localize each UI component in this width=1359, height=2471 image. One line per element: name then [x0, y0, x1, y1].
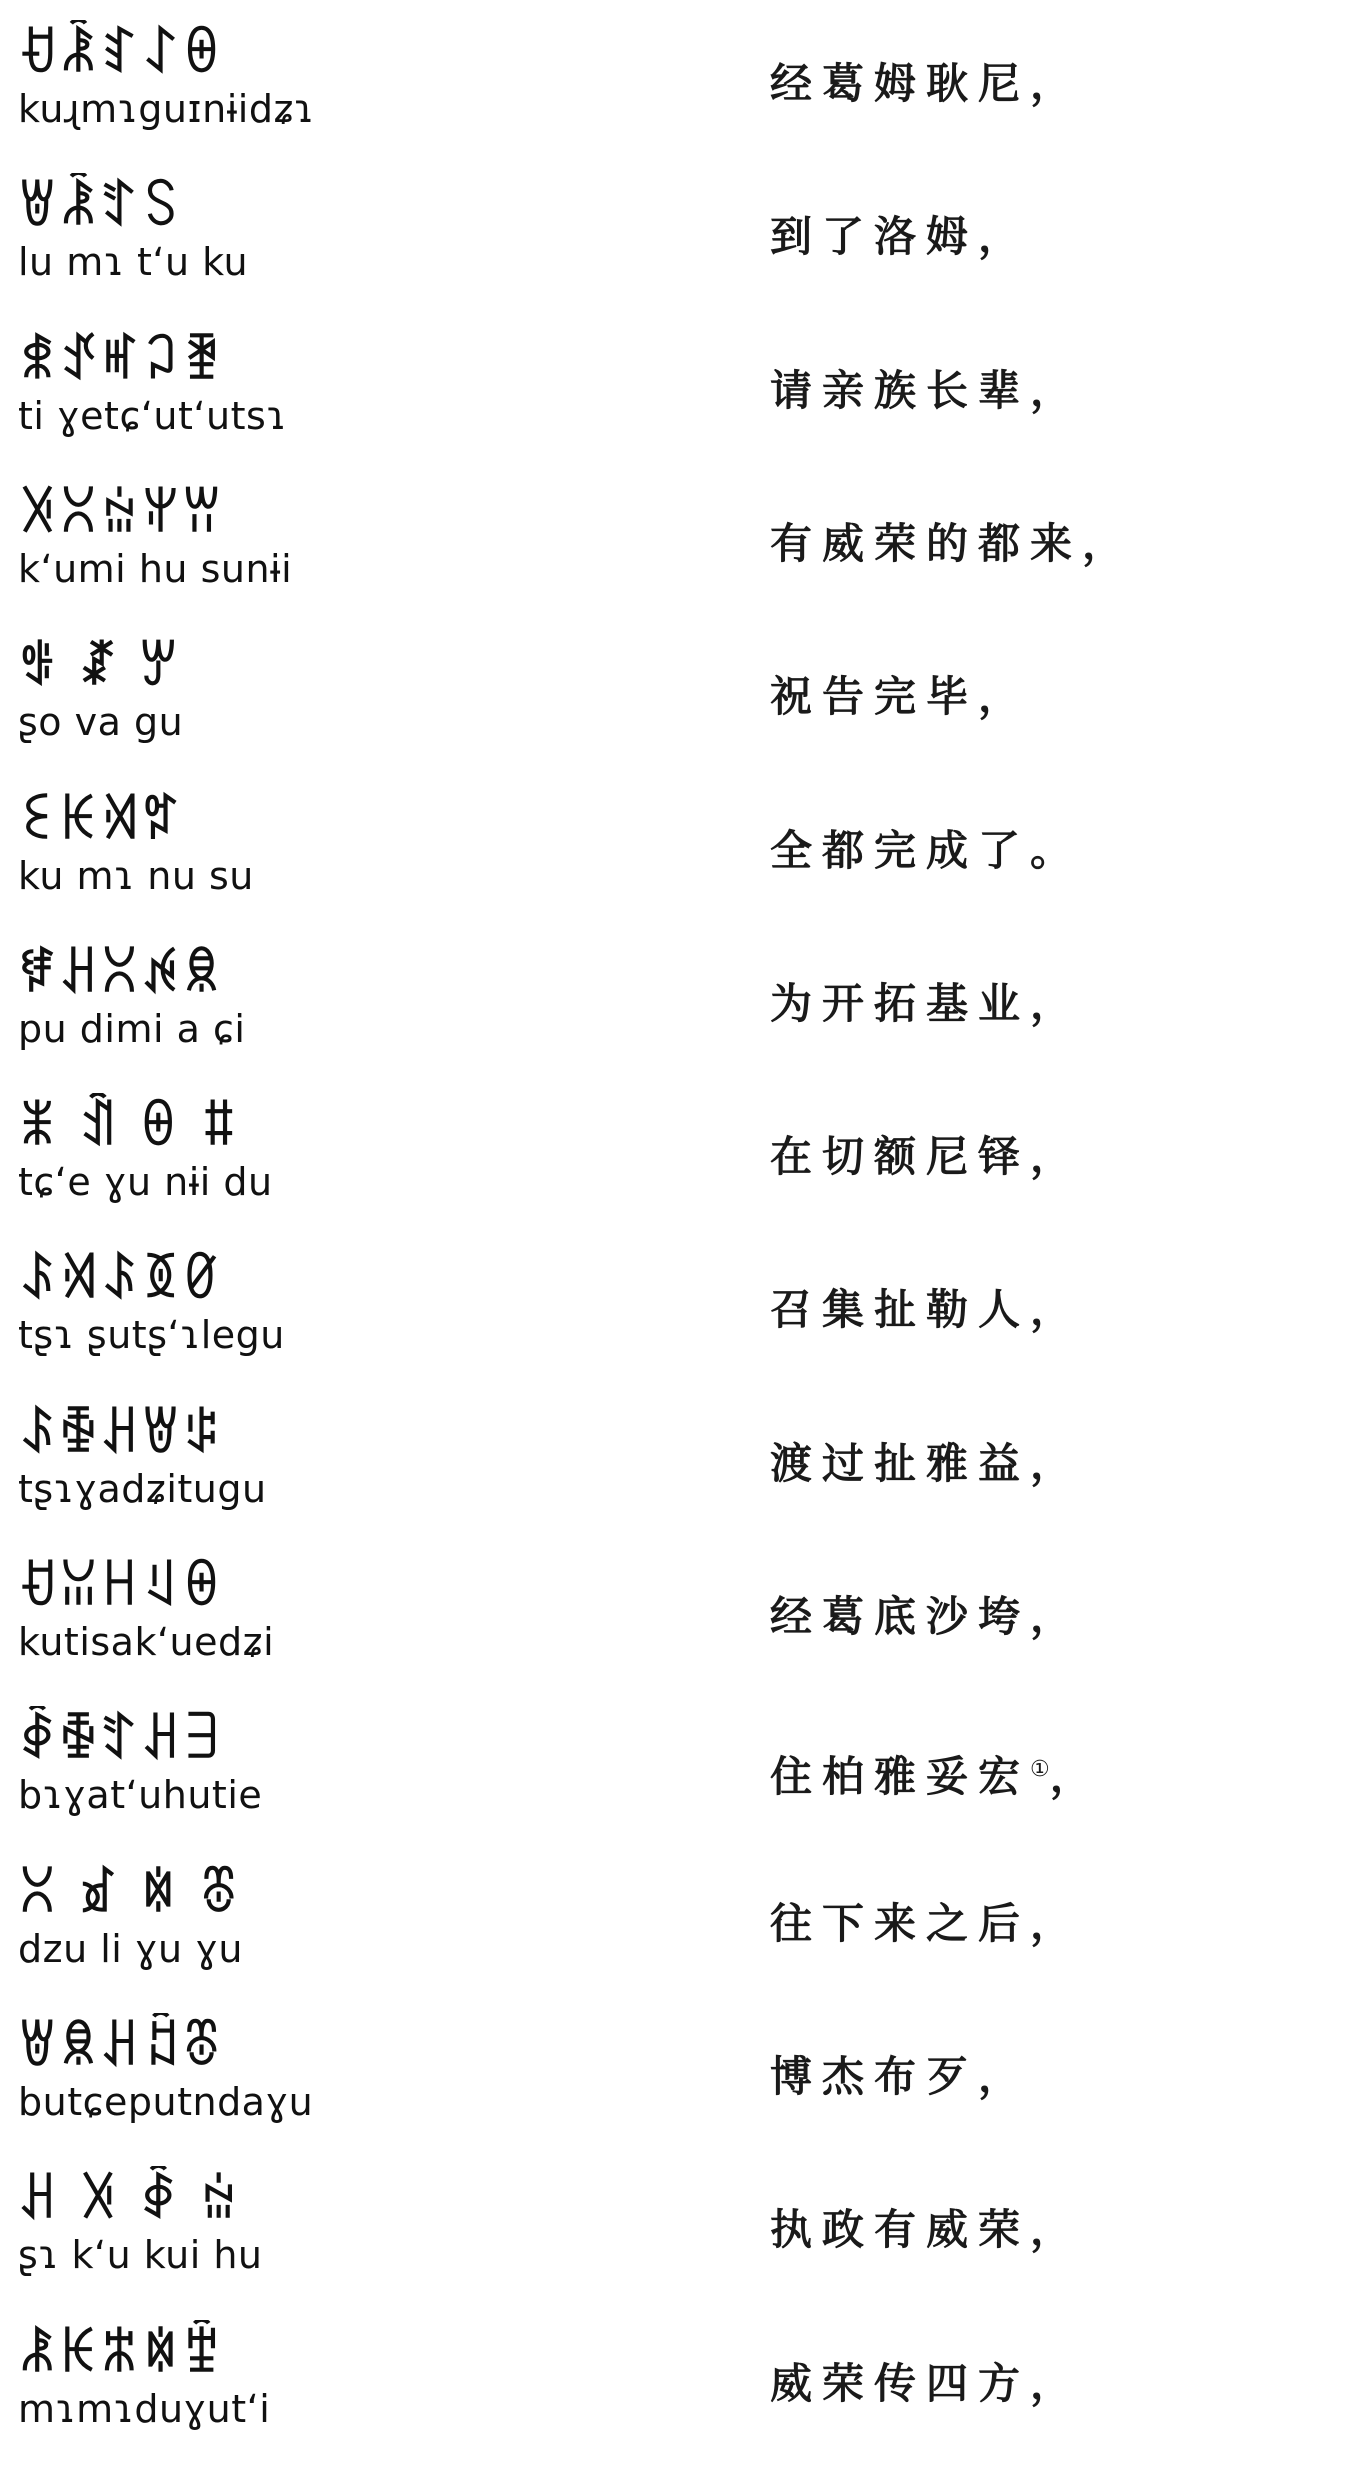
yi-glyph-line: ꀀꂾꆏꋍꑙ	[18, 24, 224, 82]
phonetic-transcription: ʂɿ kʻu kui hu	[18, 2233, 263, 2277]
yi-script-block	[18, 2164, 458, 2294]
chinese-translation	[770, 1280, 1082, 1340]
verse-line	[0, 171, 1359, 324]
chinese-text: 请亲族长辈，	[770, 366, 1083, 415]
chinese-translation	[770, 821, 1082, 881]
verse-line	[0, 1091, 1359, 1244]
chinese-translation	[770, 1127, 1082, 1187]
trailing-comma: ，	[1049, 1752, 1102, 1801]
yi-script-block	[18, 1551, 458, 1681]
yi-script-block	[18, 1704, 458, 1834]
yi-script-block	[18, 1858, 458, 1988]
chinese-text: 祝告完毕，	[770, 672, 1031, 721]
yi-script-block	[18, 1091, 458, 1221]
chinese-text: 召集扯勒人，	[770, 1285, 1083, 1334]
phonetic-transcription: lu mɿ tʻu ku	[18, 240, 249, 284]
verse-line	[0, 938, 1359, 1091]
yi-glyph-line: ꌺꄉꌺꅉꀜ	[18, 1250, 224, 1308]
yi-script-block	[18, 478, 458, 608]
yi-script-block	[18, 631, 458, 761]
chinese-text: 有威荣的都来，	[770, 519, 1135, 568]
phonetic-transcription: butɕeputndaɣu	[18, 2080, 314, 2124]
verse-line	[0, 2318, 1359, 2471]
yi-script-block	[18, 2011, 458, 2141]
verse-line	[0, 1858, 1359, 2011]
verse-line	[0, 1704, 1359, 1857]
yi-script-block	[18, 1244, 458, 1374]
yi-script-block	[18, 938, 458, 1068]
chinese-translation	[770, 514, 1134, 574]
chinese-text: 到了洛姆，	[770, 212, 1031, 261]
phonetic-transcription: tʂɿ ʂutʂʻɿlegu	[18, 1313, 285, 1357]
yi-script-block	[18, 1398, 458, 1528]
verse-line	[0, 18, 1359, 171]
yi-glyph-line: ꇐꌋꃅꅒꁨ	[18, 2017, 224, 2075]
verse-line	[0, 631, 1359, 784]
yi-glyph-line: ꀀꈍꀿꆹꑙ	[18, 1557, 224, 1615]
yi-glyph-line: ꂓ ꀉ ꑙ ꐚ	[18, 1097, 241, 1155]
phonetic-transcription: pu dimi a ɕi	[18, 1007, 246, 1051]
verse-line	[0, 325, 1359, 478]
yi-glyph-line: ꍿ ꊨ ꏮ	[18, 637, 181, 695]
yi-glyph-line: ꇈꅀꄸꃅꎆ	[18, 1710, 224, 1768]
yi-script-block	[18, 785, 458, 915]
phonetic-transcription: kutisakʻuedʑi	[18, 1620, 275, 1664]
chinese-translation	[770, 361, 1082, 421]
yi-glyph-line: ꇐꂾꄸꇙ	[18, 177, 183, 235]
chinese-translation	[770, 2047, 1030, 2107]
verse-line	[0, 478, 1359, 631]
chinese-text: 威荣传四方，	[770, 2359, 1083, 2408]
chinese-text: 往下来之后，	[770, 1899, 1083, 1948]
chinese-translation	[770, 974, 1082, 1034]
yi-glyph-line: ꂿꀘꄼꉈꄺ	[18, 2324, 224, 2382]
yi-glyph-line: ꍣꀋꎭꃀꄿ	[18, 331, 224, 389]
verse-line	[0, 785, 1359, 938]
verse-line	[0, 1551, 1359, 1704]
chinese-text: 为开拓基业，	[770, 979, 1083, 1028]
chinese-translation	[770, 1587, 1082, 1647]
yi-glyph-line: ꇂꃅꇤꉌꌋ	[18, 944, 224, 1002]
yi-glyph-line: ꋌꇤꅑꅍꀕ	[18, 484, 224, 542]
chinese-text: 博杰布歹，	[770, 2052, 1031, 2101]
chinese-translation	[770, 54, 1082, 114]
chinese-translation	[770, 1740, 1102, 1800]
phonetic-transcription: bɿɣatʻuhutie	[18, 1773, 263, 1817]
chinese-text: 在切额尼铎，	[770, 1132, 1083, 1181]
chinese-translation	[770, 1434, 1082, 1494]
yi-glyph-line: ꇤ ꀃ ꉈ ꁨ	[18, 1864, 241, 1922]
yi-glyph-line: ꃅ ꋌ ꇈ ꅑ	[18, 2170, 241, 2228]
chinese-translation	[770, 1894, 1082, 1954]
chinese-text: 渡过扯雅益，	[770, 1439, 1083, 1488]
yi-script-block	[18, 171, 458, 301]
verse-line	[0, 1398, 1359, 1551]
chinese-translation	[770, 2354, 1082, 2414]
verse-line	[0, 1244, 1359, 1397]
phonetic-transcription: dzu li ɣu ɣu	[18, 1927, 243, 1971]
chinese-text: 经葛姆耿尼，	[770, 59, 1083, 108]
chinese-translation	[770, 667, 1030, 727]
chinese-text: 经葛底沙垮，	[770, 1592, 1083, 1641]
verse-line	[0, 2011, 1359, 2164]
phonetic-transcription: ʂo va gu	[18, 700, 184, 744]
yi-script-block	[18, 325, 458, 455]
phonetic-transcription: ku mɿ nu su	[18, 854, 254, 898]
phonetic-transcription: mɿmɿduɣutʻi	[18, 2387, 271, 2431]
yi-glyph-line: ꌺꅀꃅꇐꌒ	[18, 1404, 224, 1462]
chinese-text: 住柏雅妥宏	[770, 1752, 1031, 1801]
phonetic-transcription: tɕʻe ɣu nɨi du	[18, 1160, 273, 1204]
yi-script-block	[18, 2318, 458, 2448]
footnote-marker[interactable]: ①	[1030, 1757, 1050, 1782]
phonetic-transcription: kuɻmɿguɪnɨidʑɿ	[18, 87, 315, 131]
chinese-text: 执政有威荣，	[770, 2205, 1083, 2254]
chinese-text: 全都完成了。	[770, 826, 1083, 875]
phonetic-transcription: kʻumi hu sunɨi	[18, 547, 293, 591]
chinese-translation	[770, 207, 1030, 267]
phonetic-transcription: tʂɿɣadʑitugu	[18, 1467, 267, 1511]
yi-glyph-line: ꏂꀘꄉꅗ	[18, 791, 183, 849]
yi-script-block	[18, 18, 458, 148]
verse-line	[0, 2164, 1359, 2317]
phonetic-transcription: ti ɣetɕʻutʻutsɿ	[18, 394, 287, 438]
chinese-translation	[770, 2200, 1082, 2260]
